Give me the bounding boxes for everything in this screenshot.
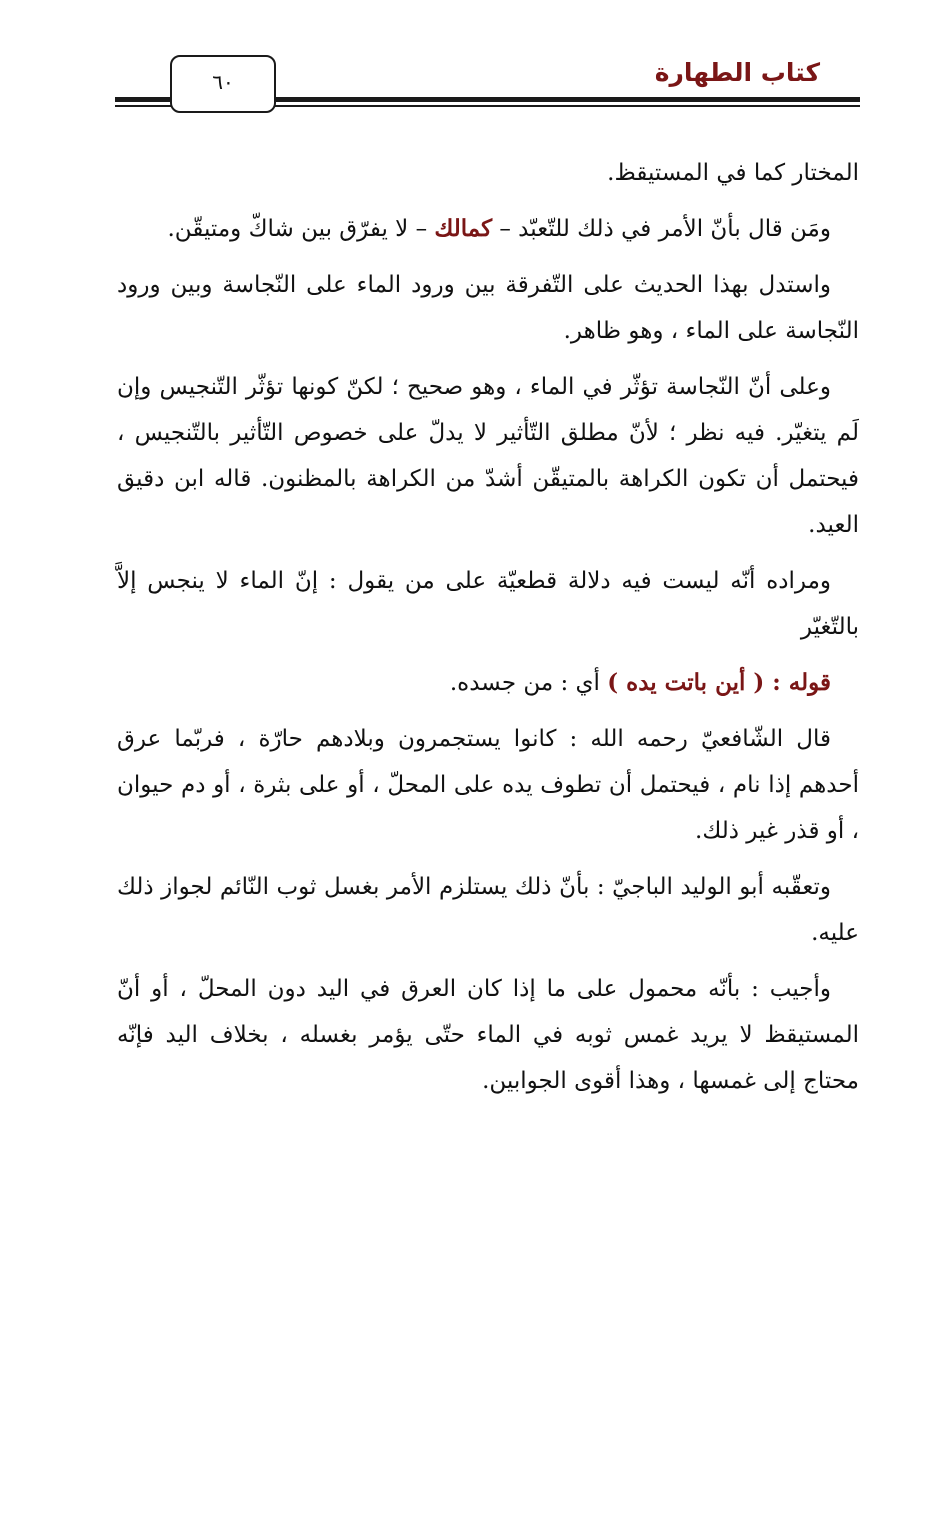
paragraph-2 xyxy=(117,206,859,252)
page-header xyxy=(115,50,860,112)
paragraph-text: وتعقّبه أبو الوليد الباجيّ : بأنّ ذلك يستلزم الأمر بغسل ثوب النّائم لجواز ذلك عليه. xyxy=(117,874,859,946)
paragraph-7 xyxy=(117,716,859,854)
paragraph-5 xyxy=(117,558,859,650)
paragraph-text: ومَن قال بأنّ الأمر في ذلك للتّعبّد – xyxy=(492,216,831,242)
quoted-phrase: قوله : ( أين باتت يده ) xyxy=(607,669,831,696)
paragraph-text: – لا يفرّق بين شاكّ ومتيقّن. xyxy=(167,216,435,242)
page-number: ٦٠ xyxy=(170,55,276,113)
paragraph-3 xyxy=(117,262,859,354)
paragraph-text: وعلى أنّ النّجاسة تؤثّر في الماء ، وهو صحيح ؛ لكنّ كونها تؤثّر التّنجيس وإن لَم يتغيّر. فيه نظر ؛ لأنّ مطلق التّأثير لا يدلّ على خصوص التّأثير بالتّنجيس ، فيحتمل أن تكون الكراهة بالمتيقّن أشدّ من الكراهة بالمظنون. قاله ابن دقيق العيد. xyxy=(117,374,859,538)
page-body xyxy=(117,150,859,1114)
paragraph-text: واستدل بهذا الحديث على التّفرقة بين ورود الماء على النّجاسة وبين ورود النّجاسة على الماء ، وهو ظاهر. xyxy=(117,272,859,344)
paragraph-6 xyxy=(117,660,859,706)
paragraph-4 xyxy=(117,364,859,548)
paragraph-text: قال الشّافعيّ رحمه الله : كانوا يستجمرون وبلادهم حارّة ، فربّما عرق أحدهم إذا نام ، فيحتمل أن تطوف يده على المحلّ ، أو على بثرة ، أو دم حيوان ، أو قذر غير ذلك. xyxy=(117,726,859,844)
paragraph-text: المختار كما في المستيقظ. xyxy=(607,160,859,186)
paragraph-9 xyxy=(117,966,859,1104)
paragraph-1 xyxy=(117,150,859,196)
paragraph-text: أي : من جسده. xyxy=(449,670,608,696)
paragraph-text: وأجيب : بأنّه محمول على ما إذا كان العرق في اليد دون المحلّ ، أو أنّ المستيقظ لا يريد غمس ثوبه في الماء حتّى يؤمر بغسله ، بخلاف اليد فإنّه محتاج إلى غمسها ، وهذا أقوى الجوابين. xyxy=(117,976,859,1094)
highlighted-name: كمالك xyxy=(434,215,493,242)
paragraph-text: ومراده أنّه ليست فيه دلالة قطعيّة على من يقول : إنّ الماء لا ينجس إلاَّ بالتّغيّر xyxy=(117,568,859,640)
paragraph-8 xyxy=(117,864,859,956)
book-title: كتاب الطهارة xyxy=(654,58,820,87)
